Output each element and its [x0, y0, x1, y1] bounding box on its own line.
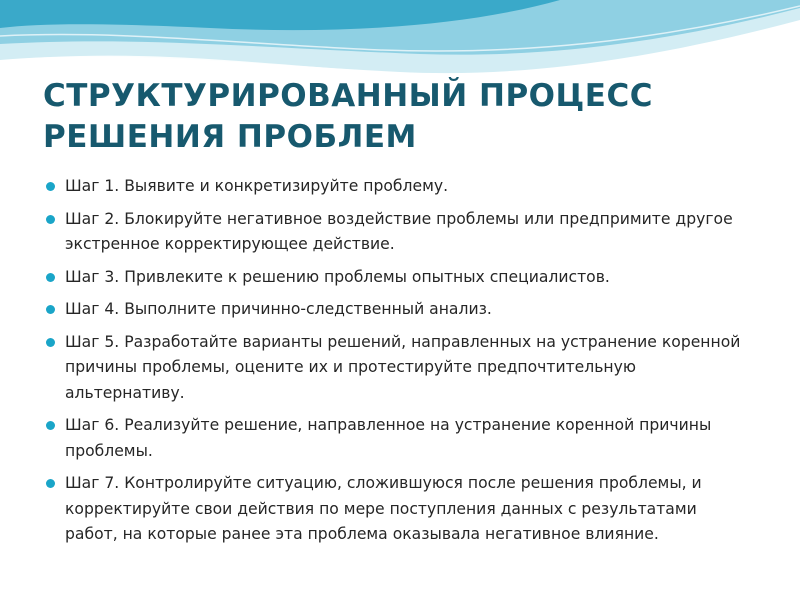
step-text: Шаг 5. Разработайте варианты решений, направленных на устранение коренной причины проблемы, оцените их и протестируйте предпочтительную альтернативу. [65, 332, 741, 402]
step-item-3 [46, 265, 746, 291]
bullet-dot-icon [46, 338, 55, 347]
bullet-dot-icon [46, 273, 55, 282]
title-line-1: СТРУКТУРИРОВАННЫЙ ПРОЦЕСС [43, 78, 653, 114]
step-text: Шаг 4. Выполните причинно-следственный анализ. [65, 300, 492, 318]
bullet-dot-icon [46, 215, 55, 224]
step-text: Шаг 7. Контролируйте ситуацию, сложившуюся после решения проблемы, и корректируйте свои действия по мере поступления данных с результатами работ, на которые ранее эта проблема оказывала негативное влияние. [65, 474, 702, 543]
steps-list [46, 174, 746, 555]
step-text: Шаг 1. Выявите и конкретизируйте проблему. [65, 177, 449, 195]
slide-title [43, 76, 763, 158]
step-text: Шаг 2. Блокируйте негативное воздействие проблемы или предпримите другое экстренное корректирующее действие. [65, 209, 733, 253]
step-item-4 [46, 297, 746, 323]
step-item-6 [46, 413, 746, 464]
bullet-dot-icon [46, 305, 55, 314]
bullet-dot-icon [46, 479, 55, 488]
bullet-dot-icon [46, 182, 55, 191]
step-item-7 [46, 471, 746, 548]
step-item-1 [46, 174, 746, 200]
step-text: Шаг 6. Реализуйте решение, направленное на устранение коренной причины проблемы. [65, 416, 712, 460]
step-item-5 [46, 330, 746, 407]
title-line-2: РЕШЕНИЯ ПРОБЛЕМ [43, 119, 417, 155]
step-item-2 [46, 207, 746, 258]
step-text: Шаг 3. Привлеките к решению проблемы опытных специалистов. [65, 267, 610, 286]
bullet-dot-icon [46, 421, 55, 430]
